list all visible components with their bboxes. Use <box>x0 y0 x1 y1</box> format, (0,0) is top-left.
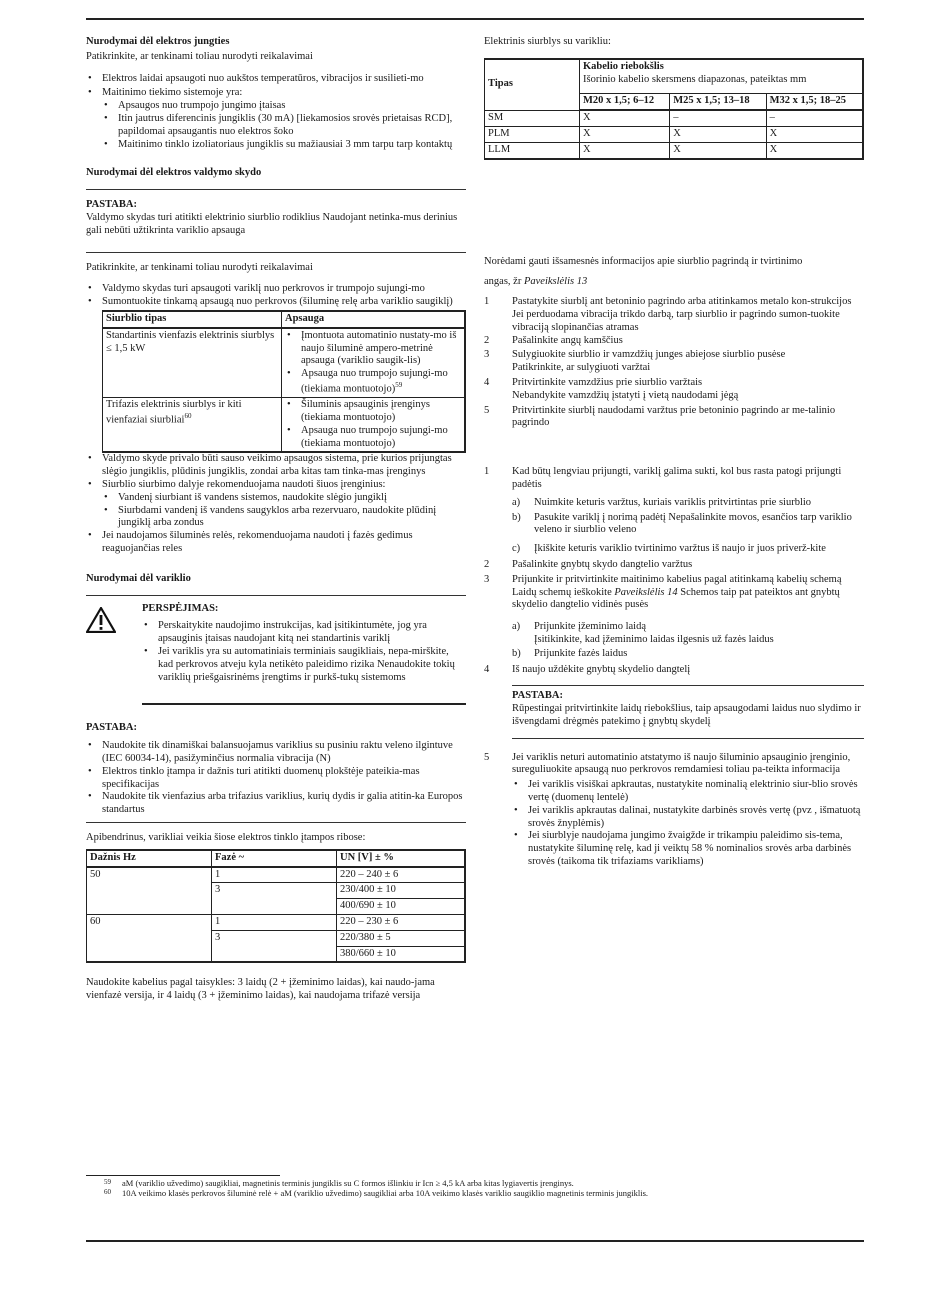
step-row <box>484 559 864 572</box>
table-cell: 230/400 ± 10 <box>337 883 466 899</box>
substep-row <box>484 621 864 647</box>
list-item: • Sumontuokite tinkamą apsaugą nuo perkrovos (šiluminę relę arba variklio saugiklį) <box>86 296 466 309</box>
detail-text: Schemos taip pat pateiktos ant gnybtų skydelio dangtelio vidinės pusės <box>512 586 840 611</box>
table-cell: 1 <box>212 867 337 883</box>
list-item-text: Siurblio siurbimo dalyje rekomenduojama naudoti šiuos įrenginius: <box>102 479 386 491</box>
table-cell: X <box>580 126 670 142</box>
substep-letter: c) <box>512 543 521 555</box>
step-number: 4 <box>484 376 490 388</box>
list-item: • Elektros laidai apsaugoti nuo aukštos temperatūros, vibracijos ir susilieti-mo <box>86 73 466 86</box>
list-item-text: Apsauga nuo trumpojo sujungi-mo (tiekiama montuotojo) <box>301 368 448 395</box>
step-main: Pastatykite siurblį ant betoninio pagrindo arba atitinkamos metalo kon-strukcijos <box>512 296 852 308</box>
table-cell: X <box>670 126 766 142</box>
step-main: Pašalinkite angų kamščius <box>512 334 623 346</box>
table-header: M25 x 1,5; 13–18 <box>670 94 766 110</box>
note-title: PASTABA: <box>512 690 563 702</box>
step-row <box>484 335 864 348</box>
list-item: • Elektros tinklo įtampa ir dažnis turi atitikti duomenų plokštėje pateikia-mas specifikacijas <box>86 766 466 792</box>
divider <box>142 703 466 705</box>
substep-text: Nuimkite keturis varžtus, kuriais variklis pritvirtintas prie siurblio <box>534 496 812 508</box>
step-detail: Jei perduodama vibracija trikdo darbą, tarp siurblio ir pagrindo sumon-tuokite vibraciją slopinančias atramas <box>512 308 840 333</box>
footnote-ref: 59 <box>395 380 403 389</box>
elec-list <box>86 73 466 152</box>
indent <box>484 497 512 510</box>
step-main: Sulygiuokite siurblio ir vamzdžių junges abiejose siurblio pusėse <box>512 349 786 361</box>
table-cell: 1 <box>212 914 337 930</box>
table-cell: 400/690 ± 10 <box>337 899 466 915</box>
list-item-text: Maitinimo tiekimo sistemoje yra: <box>102 87 243 99</box>
list-item: • Apsauga nuo trumpojo sujungi-mo (tiekiama montuotojo) <box>285 425 461 451</box>
list-item <box>86 87 466 151</box>
step-row <box>484 664 864 677</box>
elec-intro: Patikrinkite, ar tenkinami toliau nurodyti reikalavimai <box>86 50 313 62</box>
base-intro-text: angas, žr <box>484 276 522 288</box>
table-cell: PLM <box>485 126 580 142</box>
table-cell: X <box>580 142 670 158</box>
steps-foundation <box>484 296 864 430</box>
step-main: Jei variklis neturi automatinio atstatymo iš naujo šiluminio apsauginio įrenginio, sureguliuokite apsaugą nuo perkrovos remdamiesi toliau pa-teikta informacija <box>512 751 851 776</box>
divider <box>512 685 864 686</box>
substep-letter: b) <box>512 511 521 523</box>
step-row <box>484 377 864 403</box>
panel-list-2 <box>86 453 466 555</box>
table-cell: 220/380 ± 5 <box>337 930 466 946</box>
step-number: 5 <box>484 404 490 416</box>
list-item: • Apsaugos nuo trumpojo jungimo įtaisas <box>102 100 466 113</box>
voltage-table <box>86 849 466 964</box>
step-main: Pritvirtinkite siurblį naudodami varžtus prie betoninio pagrindo ar me-talinio pagrindo <box>512 404 836 429</box>
substep-text <box>534 621 864 647</box>
list-item: • Vandenį siurbiant iš vandens sistemos, naudokite slėgio jungiklį <box>102 492 466 505</box>
step-row <box>484 466 864 492</box>
step-detail: Patikrinkite, ar sulygiuoti varžtai <box>512 362 651 374</box>
list-item <box>285 368 461 396</box>
list-item: • Naudokite tik vienfazius arba trifazius variklius, kurių dydis ir galia atitin-ka Europos standartus <box>86 791 466 817</box>
list-item: • Įmontuota automatinio nustaty-mo iš naujo šiluminė ampero-metrinė apsauga (variklio saugik-lis) <box>285 330 461 368</box>
warning-triangle-icon <box>86 603 142 685</box>
cable-gland-table <box>484 58 864 160</box>
sub-list <box>102 100 466 151</box>
footnote-number: 60 <box>104 1188 111 1197</box>
sub-list <box>102 492 466 530</box>
table-cell <box>282 398 466 453</box>
table-cell: X <box>580 110 670 126</box>
footnote-text: aM (variklio užvedimo) saugikliai, magnetinis terminis jungiklis su C formos išlinkiu ir Icn ≥ 4,5 kA arba kitas lygiavertis įrenginys. <box>122 1178 574 1188</box>
footnote <box>86 1188 864 1198</box>
table-row <box>485 110 864 126</box>
indent <box>484 512 512 538</box>
divider <box>512 738 864 739</box>
left-column <box>86 36 466 1003</box>
indent <box>484 621 512 647</box>
table-cell: – <box>670 110 766 126</box>
table-header: Siurblio tipas <box>103 311 282 328</box>
figure-ref: Paveikslėlis 13 <box>523 276 588 288</box>
gland-subtitle: Išorinio kabelio skersmens diapazonas, pateiktas mm <box>583 73 807 85</box>
indent <box>484 648 512 661</box>
note-title: PASTABA: <box>86 199 137 211</box>
list-item <box>86 479 466 530</box>
table-row <box>87 867 466 883</box>
step-number: 3 <box>484 573 490 585</box>
footnote-text: 10A veikimo klasės perkrovos šiluminė relė + aM (variklio užvedimo) saugikliai arba 10A veikimo klasės variklio saugiklio magnetinis terminis jungiklis. <box>122 1188 649 1199</box>
indent <box>484 543 512 556</box>
substep-row <box>484 648 864 661</box>
divider <box>86 252 466 253</box>
base-intro-ref <box>484 276 864 289</box>
note-text: Rūpestingai pritvirtinkite laidų riebokšlius, taip apsaugodami laidus nuo slydimo ir išvengdami drėgmės patekimo į gnybtų skydelį <box>512 703 861 727</box>
detail-text: Laidų schemų ieškokite <box>512 586 612 598</box>
bottom-rule <box>86 1240 864 1242</box>
table-header-row <box>103 311 466 328</box>
steps-wiring <box>484 466 864 869</box>
list-item: • Maitinimo tinklo izoliatoriaus jungiklis su mažiausiai 3 mm tarpu tarp kontaktų <box>102 139 466 152</box>
cell-list <box>285 330 461 396</box>
list-item: • Jei variklis yra su automatiniais terminiais saugikliais, nepa-mirškite, kad perkrovos atveju kyla netikėto paleidimo rizika Nenaudokite tokių variklių priešgaisrinėms įrengtims ir purkš-tukų sistemoms <box>142 646 466 684</box>
step-row <box>484 752 864 869</box>
note-list <box>86 740 466 817</box>
section-title-panel: Nurodymai dėl elektros valdymo skydo <box>86 167 262 179</box>
step-row <box>484 349 864 375</box>
panel-list <box>86 283 466 309</box>
footnote-number: 59 <box>104 1178 111 1186</box>
substep-text: Pasukite variklį į norimą padėtį Nepašalinkite movos, esančios tarp variklio veleno ir siurblio veleno <box>534 511 852 536</box>
substep-letter: a) <box>512 621 521 633</box>
list-item: • Siurbdami vandenį iš vandens saugyklos arba rezervuaro, naudokite plūdinį jungiklį arba zondus <box>102 505 466 531</box>
substep-letter: a) <box>512 496 521 508</box>
step-text <box>512 377 864 403</box>
note-box <box>512 685 864 738</box>
step-detail <box>512 587 864 613</box>
table-cell: Standartinis vienfazis elektrinis siurblys ≤ 1,5 kW <box>103 328 282 398</box>
step-main: Iš naujo uždėkite gnybtų skydelio dangtelį <box>512 663 691 675</box>
step-number: 1 <box>484 466 490 478</box>
panel-intro: Patikrinkite, ar tenkinami toliau nurodyti reikalavimai <box>86 261 313 273</box>
step-number: 5 <box>484 751 490 763</box>
table-cell: 380/660 ± 10 <box>337 946 466 962</box>
table-cell: 220 – 240 ± 6 <box>337 867 466 883</box>
warning-list <box>142 620 466 684</box>
table-cell: X <box>766 126 863 142</box>
footnote-ref: 60 <box>184 412 192 421</box>
table-header <box>580 59 864 94</box>
section-title-electrical: Nurodymai dėl elektros jungties <box>86 36 230 47</box>
list-item: • Perskaitykite naudojimo instrukcijas, kad įsitikintumėte, jog yra apsauginis įtaisas naudojant kitą nei standartinis variklį <box>142 620 466 646</box>
table-cell: X <box>670 142 766 158</box>
list-item: • Valdymo skyde privalo būti sauso veikimo apsaugos sistema, prie kurios prijungtas slėgio jungiklis, plūdinis jungiklis, zondai arba kitas tam tinka-mas įrenginys <box>86 453 466 479</box>
gland-title: Kabelio riebokšlis <box>583 60 664 72</box>
section-title-motor: Nurodymai dėl variklio <box>86 572 191 584</box>
table-cell: 3 <box>212 930 337 962</box>
footnote <box>86 1178 864 1188</box>
table-row <box>103 398 466 453</box>
cable-text: Naudokite kabelius pagal taisykles: 3 laidų (2 + įžeminimo laidas), kai naudo-jama vienfazė versija, ir 4 laidų (3 + įžeminimo laidas), kai naudojama trifazė versija <box>86 977 435 1002</box>
step-main: Kad būtų lengviau prijungti, variklį galima sukti, kol bus rasta patogi prijungti padėtis <box>512 466 842 490</box>
list-item: • Jei siurblyje naudojama jungimo žvaigžde ir trikampiu paleidimo sis-tema, nustatykite šiluminę relę, kad ji veiktų 58 % nominalios srovės arba darbinės srovės (taikoma tik trifaziams varikliams) <box>512 830 864 868</box>
step-main: Pritvirtinkite vamzdžius prie siurblio varžtais <box>512 376 703 388</box>
note-title: PASTABA: <box>86 722 137 734</box>
table-header: M20 x 1,5; 6–12 <box>580 94 670 110</box>
table-cell: 50 <box>87 867 212 915</box>
substep-text: Prijunkite fazės laidus <box>534 647 628 659</box>
figure-ref: Paveikslėlis 14 <box>614 586 678 598</box>
list-item: • Jei variklis visiškai apkrautas, nustatykite nominalią elektrinio siur-blio srovės vertę (duomenų lentelė) <box>512 779 864 805</box>
substep-detail: Įsitikinkite, kad įžeminimo laidas ilgesnis už fazės laidus <box>534 633 774 645</box>
table-header-row <box>485 59 864 94</box>
list-item: • Šiluminis apsauginis įrenginys (tiekiama montuotojo) <box>285 399 461 425</box>
table-cell: SM <box>485 110 580 126</box>
list-item: • Itin jautrus diferencinis jungiklis (30 mA) [liekamosios srovės prietaisas RCD], papildomai apsaugantis nuo elektros šoko <box>102 113 466 139</box>
warning-title: PERSPĖJIMAS: <box>142 602 219 614</box>
table-cell: LLM <box>485 142 580 158</box>
step-text <box>512 574 864 612</box>
step-row <box>484 405 864 431</box>
step-bullets <box>512 779 864 869</box>
table-header: M32 x 1,5; 18–25 <box>766 94 863 110</box>
substep-text: Įkiškite keturis variklio tvirtinimo varžtus iš naujo ir juos priverž-kite <box>534 543 826 555</box>
table-header: Dažnis Hz <box>87 850 212 867</box>
cell-text: Trifazis elektrinis siurblys ir kiti vienfaziai siurbliai <box>106 399 242 426</box>
step-text <box>512 296 864 334</box>
table-cell: 60 <box>87 914 212 962</box>
warning-box <box>86 603 466 685</box>
step-number: 1 <box>484 296 490 308</box>
step-text <box>512 349 864 375</box>
table-cell <box>282 328 466 398</box>
step-main: Prijunkite ir pritvirtinkite maitinimo kabelius pagal atitinkamą kabelių schemą <box>512 573 842 585</box>
table-header: Fazė ~ <box>212 850 337 867</box>
voltage-intro: Apibendrinus, varikliai veikia šiose elektros tinklo įtampos ribose: <box>86 831 366 843</box>
top-rule <box>86 18 864 20</box>
table-row <box>103 328 466 398</box>
substep-letter: b) <box>512 647 521 659</box>
base-intro: Norėdami gauti išsamesnės informacijos apie siurblio pagrindą ir tvirtinimo <box>484 255 803 267</box>
substep-main: Prijunkite įžeminimo laidą <box>534 621 646 633</box>
table-header: UN [V] ± % <box>337 850 466 867</box>
step-number: 4 <box>484 663 490 675</box>
table-cell <box>103 398 282 453</box>
table-header-row <box>87 850 466 867</box>
list-item: • Jei variklis apkrautas dalinai, nustatykite darbinės srovės vertę (pvz , išmatuotą srovės žnyplėmis) <box>512 805 864 831</box>
step-number: 3 <box>484 349 490 361</box>
pump-intro: Elektrinis siurblys su varikliu: <box>484 36 611 47</box>
list-item: • Valdymo skydas turi apsaugoti variklį nuo perkrovos ir trumpojo sujungi-mo <box>86 283 466 296</box>
step-row <box>484 296 864 334</box>
protection-table <box>102 310 466 453</box>
step-number: 2 <box>484 334 490 346</box>
step-detail: Nebandykite vamzdžių įstatyti į vietą naudodami jėgą <box>512 389 739 401</box>
step-number: 2 <box>484 558 490 570</box>
divider <box>86 595 466 596</box>
step-text <box>512 752 864 869</box>
table-cell: X <box>766 142 863 158</box>
footnote-divider <box>86 1175 280 1176</box>
divider <box>86 822 466 823</box>
table-cell: 220 – 230 ± 6 <box>337 914 466 930</box>
step-row <box>484 574 864 612</box>
table-row <box>485 126 864 142</box>
substep-row <box>484 543 864 556</box>
substep-row <box>484 497 864 510</box>
step-main: Pašalinkite gnybtų skydo dangtelio varžtus <box>512 558 693 570</box>
warning-content <box>142 603 466 685</box>
list-item: • Naudokite tik dinamiškai balansuojamus variklius su pusiniu raktu veleno ilgintuve (IEC 60034-14), pasižyminčius normalia vibracija (N) <box>86 740 466 766</box>
table-cell: 3 <box>212 883 337 915</box>
table-row <box>87 914 466 930</box>
table-header: Apsauga <box>282 311 466 328</box>
cell-list <box>285 399 461 450</box>
table-cell: – <box>766 110 863 126</box>
list-item: • Jei naudojamos šiluminės relės, rekomenduojama naudoti į fazės gedimus reaguojančias reles <box>86 530 466 556</box>
right-column <box>484 36 864 869</box>
note-text: Valdymo skydas turi atitikti elektrinio siurblio rodiklius Naudojant netinka-mus derinius gali nebūti užtikrinta variklio apsauga <box>86 211 458 236</box>
table-row <box>485 142 864 158</box>
protection-table-wrap <box>102 310 466 453</box>
table-header: Tipas <box>485 59 580 110</box>
footnotes <box>86 1178 864 1199</box>
divider <box>86 189 466 190</box>
substep-row <box>484 512 864 538</box>
